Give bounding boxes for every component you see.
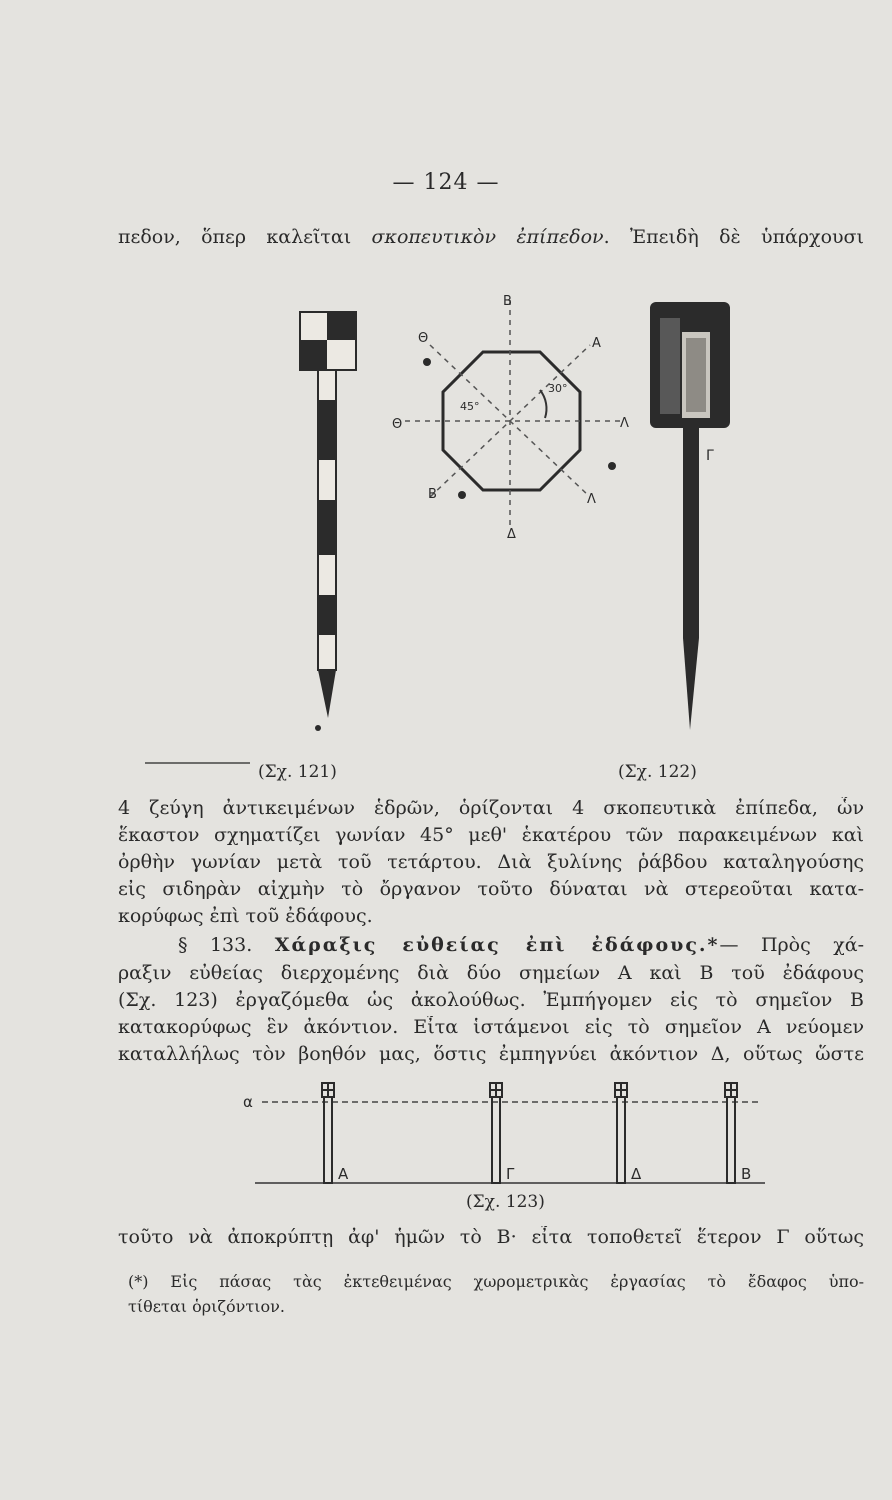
figure-123-letter-g: Γ bbox=[506, 1165, 515, 1183]
footnote-line-2: τίθεται ὁριζόντιον. bbox=[128, 1297, 285, 1316]
section-title: Χάραξις εὐθείας ἐπὶ ἐδάφους.* bbox=[274, 934, 720, 956]
top-line-italic: σκοπευτικὸν ἐπίπεδον bbox=[371, 226, 604, 248]
paragraph2-line-3: κατακορύφως ἓν ἀκόντιον. Εἶτα ἱστάμενοι εἰς τὸ σημεῖον Α νεύομεν bbox=[118, 1016, 864, 1038]
final-line: τοῦτο νὰ ἀποκρύπτῃ ἀφ' ἡμῶν τὸ Β· εἶτα τοποθετεῖ ἕτερον Γ οὕτως bbox=[118, 1226, 864, 1248]
svg-text:30°: 30° bbox=[548, 382, 568, 395]
figure-123-letter-d: Δ bbox=[631, 1165, 642, 1183]
paragraph1-line-4: εἰς σιδηρὰν αἰχμὴν τὸ ὄργανον τοῦτο δύναται νὰ στερεοῦται κατα- bbox=[118, 878, 864, 900]
paragraph2-line-4: καταλλήλως τὸν βοηθόν μας, ὅστις ἐμπηγνύει ἀκόντιον Δ, οὕτως ὥστε bbox=[118, 1043, 864, 1065]
top-line-text-a: πεδον, ὅπερ καλεῖται bbox=[118, 226, 372, 248]
page-number: — 124 — bbox=[392, 170, 500, 195]
figure-123-caption: (Σχ. 123) bbox=[466, 1192, 545, 1212]
paragraph1-line-3: ὀρθὴν γωνίαν μετὰ τοῦ τετάρτου. Διὰ ξυλίνης ῥάβδου καταληγούσης bbox=[118, 851, 864, 873]
section-heading-rest: — Πρὸς χά- bbox=[719, 934, 864, 956]
section-number: § 133. bbox=[178, 934, 253, 956]
svg-text:Λ: Λ bbox=[587, 492, 596, 507]
figure-121-caption: (Σχ. 121) bbox=[258, 762, 337, 782]
figure-123-letter-b: Β bbox=[741, 1165, 752, 1183]
svg-text:Θ: Θ bbox=[392, 417, 403, 432]
paragraph2-line-1: ραξιν εὐθείας διερχομένης διὰ δύο σημείων Α καὶ Β τοῦ ἐδάφους bbox=[118, 962, 864, 984]
paragraph1-line-2: ἕκαστον σχηματίζει γωνίαν 45° μεθ' ἑκατέρου τῶν παρακειμένων καὶ bbox=[118, 824, 864, 846]
svg-text:Λ: Λ bbox=[620, 416, 629, 431]
footnote-line-1: (*) Εἰς πάσας τὰς ἐκτεθειμένας χωρομετρικὰς ἐργασίας τὸ ἔδαφος ὑπο- bbox=[128, 1272, 864, 1291]
figure-122-caption: (Σχ. 122) bbox=[618, 762, 697, 782]
figure-123-letter-alpha: α bbox=[243, 1093, 253, 1111]
top-line-text-b: . Ἐπειδὴ δὲ ὑπάρχουσι bbox=[603, 226, 864, 248]
figure-122-label: Γ bbox=[706, 448, 714, 464]
svg-text:Δ: Δ bbox=[507, 527, 516, 542]
svg-text:Β: Β bbox=[428, 487, 437, 502]
svg-text:Α: Α bbox=[592, 336, 601, 351]
svg-text:Θ: Θ bbox=[418, 331, 429, 346]
svg-text:Β: Β bbox=[503, 294, 512, 309]
paragraph1-line-5: κορύφως ἐπὶ τοῦ ἐδάφους. bbox=[118, 905, 373, 927]
svg-text:45°: 45° bbox=[460, 400, 480, 413]
paragraph1-line-1: 4 ζεύγη ἀντικειμένων ἑδρῶν, ὁρίζονται 4 σκοπευτικὰ ἐπίπεδα, ὧν bbox=[118, 797, 864, 819]
figure-123-letter-a: Α bbox=[338, 1165, 349, 1183]
paragraph2-line-2: (Σχ. 123) ἐργαζόμεθα ὡς ἀκολούθως. Ἐμπήγομεν εἰς τὸ σημεῖον Β bbox=[118, 989, 864, 1011]
